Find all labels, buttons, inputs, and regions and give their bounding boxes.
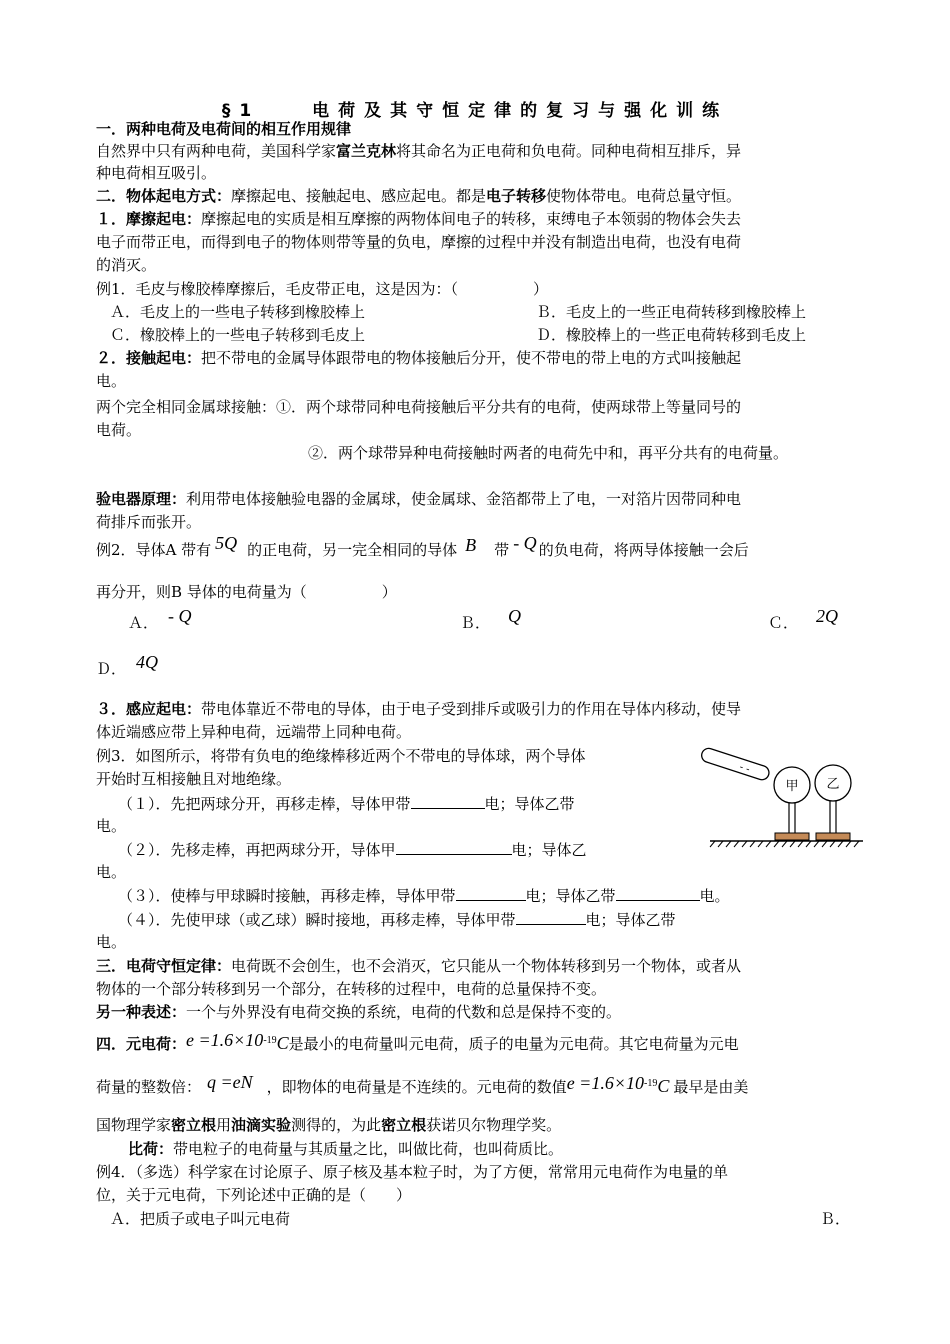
sphere-jia — [774, 767, 810, 840]
contact-charging-line-2: 电。 — [96, 372, 127, 390]
answer-blank[interactable] — [456, 884, 526, 901]
section-4-line-2: 荷量的整数倍： q =eN ，即物体的电荷量是不连续的。元电荷的数值$e =1.6\times 10^{-19}C$ 最早是由美 — [96, 1072, 749, 1096]
answer-blank[interactable] — [411, 792, 485, 809]
induction-charging-line-2: 体近端感应带上异种电荷，远端带上同种电荷。 — [96, 723, 412, 741]
section-4-line-3: 国物理学家密立根用油滴实验测得的，为此密立根获诺贝尔物理学奖。 — [96, 1116, 562, 1134]
example-2-option-a: Ａ． - Q — [128, 606, 192, 632]
example-1-option-d: Ｄ．橡胶棒上的一些正电荷转移到毛皮上 — [536, 326, 807, 344]
specific-charge: 比荷：带电粒子的电荷量与其质量之比，叫做比荷，也叫荷质比。 — [128, 1140, 564, 1158]
label-yi: 乙 — [826, 777, 840, 792]
induction-charging-line-1: ３．感应起电：带电体靠近不带电的导体，由于电子受到排斥或吸引力的作用在导体内移动，使导 — [96, 700, 742, 718]
charged-rod — [700, 747, 771, 782]
section-1-paragraph-line-1: 自然界中只有两种电荷，美国科学家富兰克林将其命名为正电荷和负电荷。同种电荷相互排斥，异 — [96, 142, 742, 160]
example-4-stem-line-1: 例4．（多选）科学家在讨论原子、原子核及基本粒子时，为了方便，常常用元电荷作为电量的单 — [96, 1163, 729, 1181]
contact-charging-line-1: ２．接触起电：把不带电的金属导体跟带电的物体接触后分开，使不带电的带上电的方式叫接触起 — [96, 349, 742, 367]
sphere-yi — [815, 765, 851, 840]
example-2-stem-line-2: 再分开，则B 导体的电荷量为（ ） — [96, 583, 397, 601]
electroscope-line-1: 验电器原理：利用带电体接触验电器的金属球，使金属球、金箔都带上了电，一对箔片因带同种电 — [96, 490, 742, 508]
answer-blank[interactable] — [516, 908, 586, 925]
example-3-stem-line-2: 开始时互相接触且对地绝缘。 — [96, 770, 292, 788]
example-3-question-2: （２）．先移走棒，再把两球分开，导体甲 电；导体乙 — [118, 838, 587, 861]
example-4-stem-line-2: 位，关于元电荷，下列论述中正确的是（ ） — [96, 1186, 412, 1204]
example-1-option-b: Ｂ．毛皮上的一些正电荷转移到橡胶棒上 — [536, 303, 807, 321]
example-3-question-1-end: 电。 — [96, 817, 127, 835]
answer-blank[interactable] — [616, 884, 700, 901]
contact-rule-1-line-1: 两个完全相同金属球接触：①．两个球带同种电荷接触后平分共有的电荷，使两球带上等量同号的 — [96, 398, 742, 416]
contact-rule-2: ②．两个球带异种电荷接触时两者的电荷先中和，再平分共有的电荷量。 — [308, 444, 789, 462]
example-3-stem-line-1: 例3．如图所示，将带有负电的绝缘棒移近两个不带电的导体球，两个导体 — [96, 747, 586, 765]
example-3-question-1: （１）．先把两球分开，再移走棒，导体甲带 电；导体乙带 — [118, 792, 575, 815]
section-3-line-1: 三．电荷守恒定律：电荷既不会创生，也不会消灭，它只能从一个物体转移到另一个物体，或者从 — [96, 957, 742, 975]
example-2-option-c: Ｃ． 2Q — [768, 606, 839, 632]
example-3-question-4-end: 电。 — [96, 933, 127, 951]
example-4-option-a: Ａ．把质子或电子叫元电荷 — [110, 1210, 291, 1228]
example-2-option-d: Ｄ． 4Q — [96, 652, 159, 678]
example-1-stem: 例1．毛皮与橡胶棒摩擦后，毛皮带正电，这是因为：（ ） — [96, 280, 549, 298]
example-3-question-2-end: 电。 — [96, 863, 127, 881]
example-1-option-c: Ｃ．橡胶棒上的一些电子转移到毛皮上 — [110, 326, 366, 344]
section-4-line-1: 四．元电荷：$e =1.6\times 10^{-19}C$是最小的电荷量叫元电荷，质子的电量为元电荷。其它电荷量为元电 — [96, 1030, 739, 1053]
friction-charging-line-2: 电子而带正电，而得到电子的物体则带等量的负电，摩擦的过程中并没有制造出电荷，也没有电荷 — [96, 233, 742, 251]
contact-rule-1-line-2: 电荷。 — [96, 421, 142, 439]
page-title: §1 电荷及其守恒定律的复习与强化训练 — [221, 101, 729, 121]
alternate-statement: 另一种表述：一个与外界没有电荷交换的系统，电荷的代数和总是保持不变的。 — [96, 1003, 622, 1021]
electroscope-line-2: 荷排斥而张开。 — [96, 513, 202, 531]
example-3-question-3: （３）．使棒与甲球瞬时接触，再移走棒，导体甲带 电；导体乙带 电。 — [118, 884, 730, 907]
friction-charging-line-3: 的消灭。 — [96, 256, 157, 274]
label-jia: 甲 — [785, 779, 799, 794]
example-3-question-4: （４）．先使甲球（或乙球）瞬时接地，再移走棒，导体甲带 电；导体乙带 — [118, 908, 676, 931]
example-2-stem-line-1: 例2．导体A 带有 5Q 的正电荷，另一完全相同的导体 B 带 - Q 的负电荷，将两导体接触一会后 — [96, 533, 749, 559]
induction-figure — [695, 745, 865, 855]
section-3-line-2: 物体的一个部分转移到另一个部分，在转移的过程中，电荷的总量保持不变。 — [96, 980, 607, 998]
friction-charging-line-1: １．摩擦起电：摩擦起电的实质是相互摩擦的两物体间电子的转移，束缚电子本领弱的物体会失去 — [96, 210, 742, 228]
answer-blank[interactable] — [396, 838, 512, 855]
section-2-paragraph: 二．物体起电方式：摩擦起电、接触起电、感应起电。都是电子转移使物体带电。电荷总量守恒。 — [96, 187, 742, 205]
rod-charge-marks: - - — [737, 761, 752, 776]
example-2-option-b: Ｂ． Q — [460, 606, 522, 632]
section-1-heading: 一．两种电荷及电荷间的相互作用规律 — [96, 120, 352, 138]
example-4-option-b: Ｂ． — [820, 1210, 851, 1228]
section-1-paragraph-line-2: 种电荷相互吸引。 — [96, 164, 217, 182]
ground — [710, 841, 863, 847]
example-1-option-a: Ａ．毛皮上的一些电子转移到橡胶棒上 — [110, 303, 366, 321]
